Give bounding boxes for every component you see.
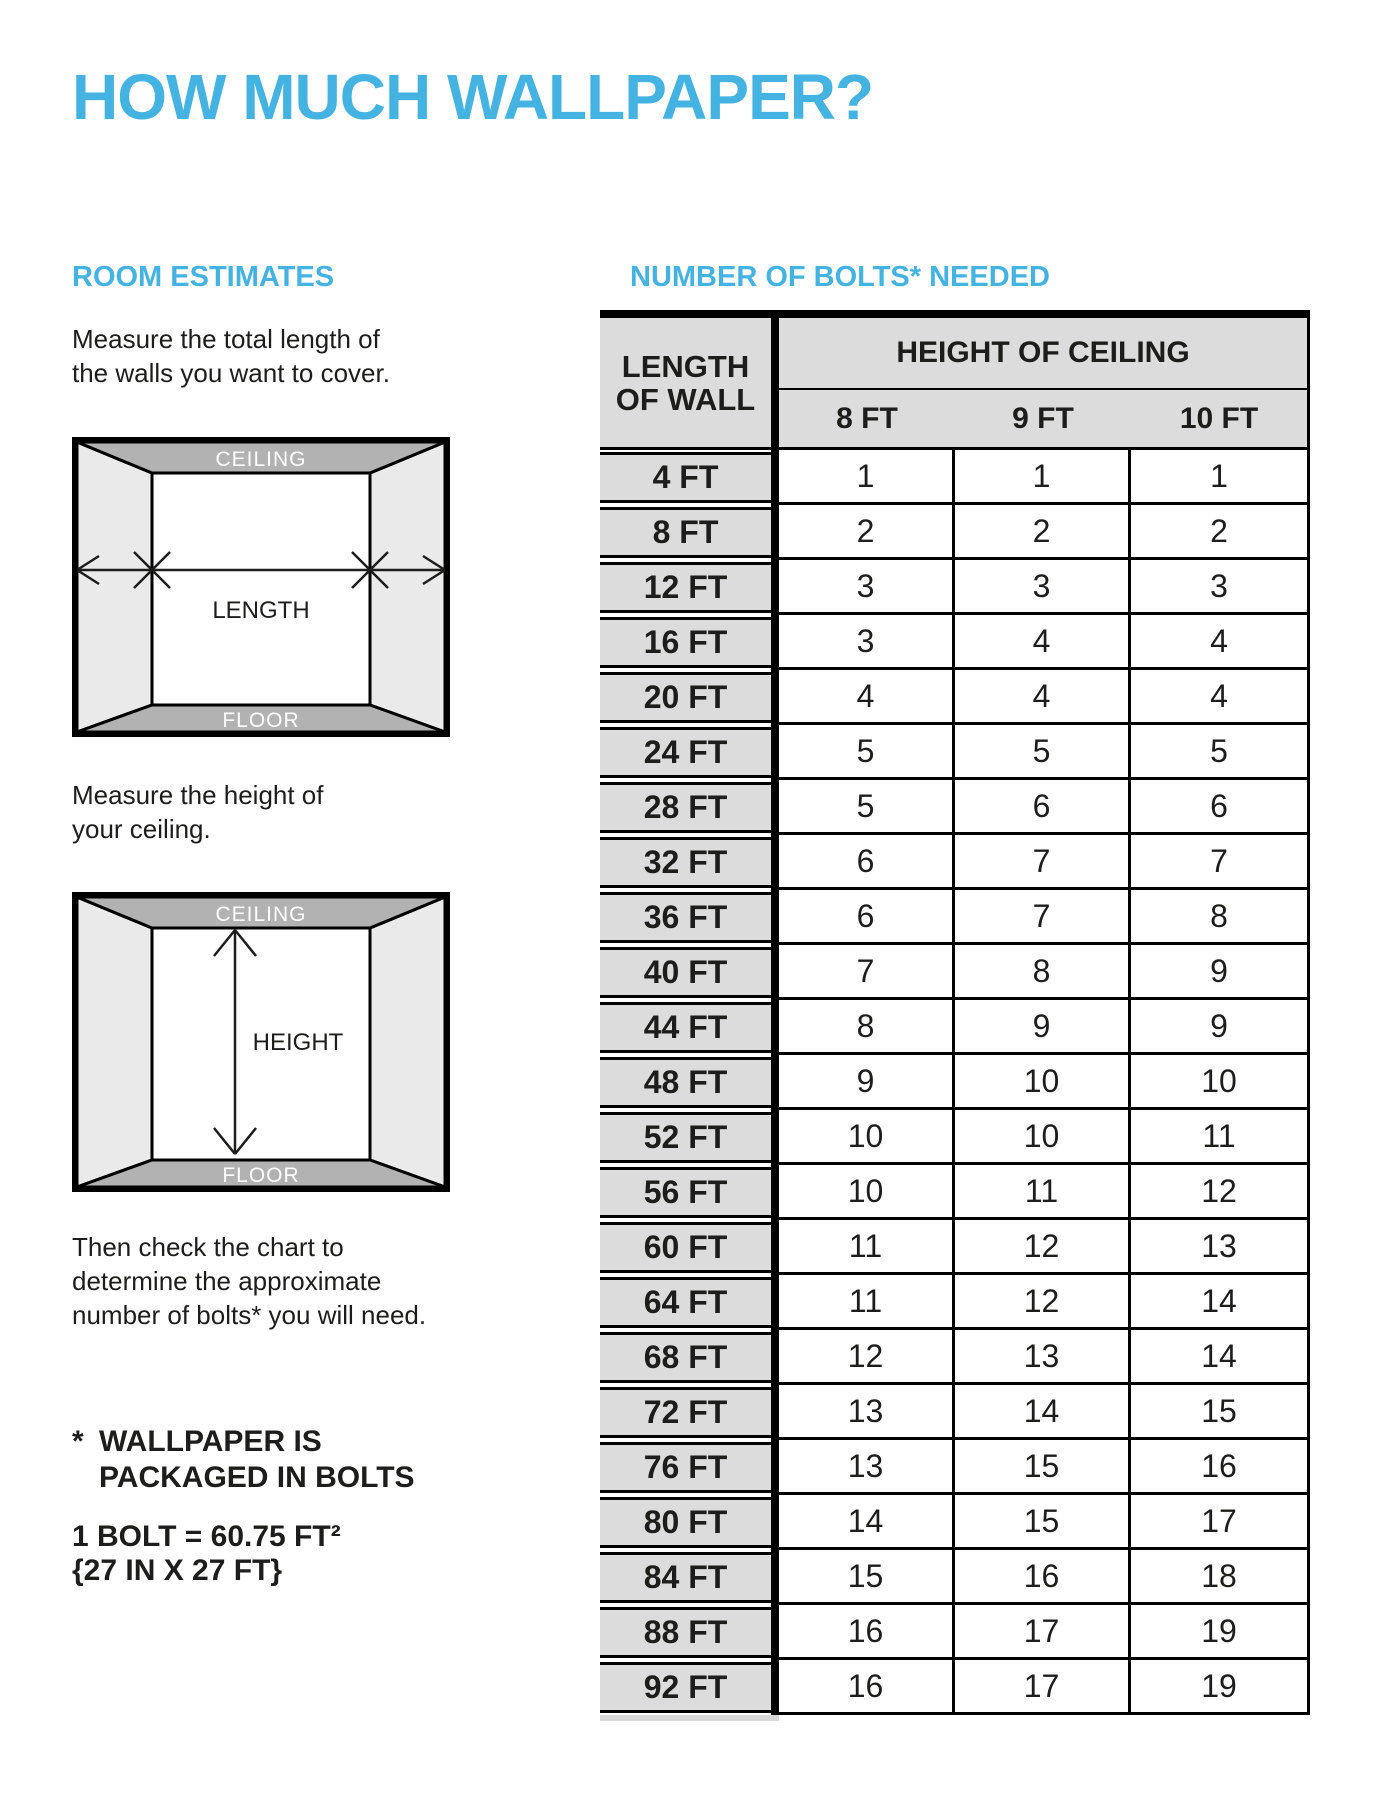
column-divider (771, 318, 779, 450)
bolts-cell: 10 (779, 1165, 955, 1220)
ceiling-label: CEILING (215, 448, 307, 471)
wall-length-cell: 88 FT (600, 1607, 771, 1658)
wall-length-cell: 36 FT (600, 892, 771, 943)
height-label: HEIGHT (252, 1029, 344, 1056)
floor-label: FLOOR (222, 1164, 300, 1187)
bolts-cell: 3 (1131, 560, 1307, 615)
bolts-cell: 13 (955, 1330, 1131, 1385)
bolts-cell: 16 (1131, 1440, 1307, 1495)
bolts-cell: 2 (955, 505, 1131, 560)
wall-length-cell: 48 FT (600, 1057, 771, 1108)
length-of-wall-line1: LENGTH (621, 348, 750, 384)
bolts-cell: 13 (779, 1440, 955, 1495)
ceiling-label: CEILING (215, 903, 307, 926)
bolts-cell: 10 (1131, 1055, 1307, 1110)
length-diagram (72, 437, 450, 737)
bolts-cell: 4 (1131, 615, 1307, 670)
table-top-border (600, 310, 1310, 318)
bolts-cell: 15 (955, 1440, 1131, 1495)
bolts-cell: 19 (1131, 1605, 1307, 1660)
bolts-cell: 16 (779, 1605, 955, 1660)
wall-length-cell: 68 FT (600, 1332, 771, 1383)
bolts-cell: 7 (955, 890, 1131, 945)
bolts-cell: 11 (779, 1220, 955, 1275)
bolts-cell: 5 (1131, 725, 1307, 780)
bolts-cell: 19 (1131, 1660, 1307, 1715)
wallpaper-footnote (72, 1424, 415, 1496)
bolts-cell: 12 (779, 1330, 955, 1385)
bolts-table-heading: NUMBER OF BOLTS* NEEDED (630, 261, 1050, 293)
left-wall (77, 897, 152, 1187)
bolts-cell: 13 (779, 1385, 955, 1440)
bolts-cell: 17 (955, 1660, 1131, 1715)
step3-line3: number of bolts* you will need. (72, 1300, 427, 1330)
height-of-ceiling-header: HEIGHT OF CEILING (779, 318, 1307, 390)
wall-length-cell: 72 FT (600, 1387, 771, 1438)
wall-length-cell: 56 FT (600, 1167, 771, 1218)
bolts-cell: 9 (1131, 1000, 1307, 1055)
wall-length-cell: 64 FT (600, 1277, 771, 1328)
bolt-equation (72, 1520, 341, 1588)
bolts-cell: 16 (955, 1550, 1131, 1605)
wall-length-cell: 8 FT (600, 507, 771, 558)
bolts-cell: 10 (955, 1110, 1131, 1165)
ceiling-10ft-header: 10 FT (1179, 401, 1259, 435)
bolts-cell: 16 (779, 1660, 955, 1715)
bolts-cell: 11 (955, 1165, 1131, 1220)
step1-text (72, 322, 390, 390)
bolts-cell: 5 (955, 725, 1131, 780)
bolt-equation-line1: 1 BOLT = 60.75 FT² (72, 1520, 341, 1553)
floor-label: FLOOR (222, 709, 300, 732)
wall-length-cell: 44 FT (600, 1002, 771, 1053)
length-of-wall-line2: OF WALL (615, 381, 756, 417)
bolts-cell: 11 (1131, 1110, 1307, 1165)
bolts-cell: 5 (779, 725, 955, 780)
bolts-cell: 18 (1131, 1550, 1307, 1605)
bolts-cell: 15 (1131, 1385, 1307, 1440)
wall-length-cell: 4 FT (600, 452, 771, 503)
bolts-cell: 3 (779, 615, 955, 670)
bolts-cell: 8 (1131, 890, 1307, 945)
step2-text (72, 778, 324, 846)
bolts-cell: 17 (1131, 1495, 1307, 1550)
length-of-wall-header (600, 318, 771, 450)
height-of-ceiling-section (779, 318, 1310, 450)
footnote-line1 (72, 1424, 415, 1460)
table-body (600, 450, 1310, 1715)
bolts-cell: 7 (955, 835, 1131, 890)
bolts-cell: 8 (779, 1000, 955, 1055)
bolts-cell: 4 (779, 670, 955, 725)
bolts-cell: 2 (1131, 505, 1307, 560)
right-wall (370, 442, 445, 732)
bolts-grid (779, 450, 1310, 1715)
wall-length-cell: 84 FT (600, 1552, 771, 1603)
bolts-table (600, 310, 1310, 1721)
wall-length-cell: 24 FT (600, 727, 771, 778)
wall-length-cell: 20 FT (600, 672, 771, 723)
footnote-line2 (72, 1460, 415, 1496)
table-header (600, 318, 1310, 450)
column-divider-body (771, 450, 779, 1715)
bolts-cell: 8 (955, 945, 1131, 1000)
bolts-cell: 4 (1131, 670, 1307, 725)
height-diagram (72, 892, 450, 1192)
bolts-cell: 7 (1131, 835, 1307, 890)
wall-length-cell: 76 FT (600, 1442, 771, 1493)
wall-length-column (600, 450, 771, 1715)
ceiling-8ft-header: 8 FT (836, 401, 898, 435)
ceiling-9ft-header: 9 FT (1012, 401, 1074, 435)
bolts-cell: 11 (779, 1275, 955, 1330)
bolts-cell: 17 (955, 1605, 1131, 1660)
page-title: HOW MUCH WALLPAPER? (72, 61, 874, 133)
bolts-cell: 13 (1131, 1220, 1307, 1275)
bolts-cell: 1 (779, 450, 955, 505)
back-wall (152, 473, 370, 705)
bolts-cell: 1 (1131, 450, 1307, 505)
step2-line1: Measure the height of (72, 780, 324, 810)
bolts-cell: 3 (779, 560, 955, 615)
step1-line2: the walls you want to cover. (72, 358, 390, 388)
bolts-cell: 4 (955, 615, 1131, 670)
length-label: LENGTH (212, 597, 310, 624)
bolts-cell: 9 (955, 1000, 1131, 1055)
wall-length-cell: 32 FT (600, 837, 771, 888)
bolts-cell: 9 (779, 1055, 955, 1110)
bolts-cell: 10 (955, 1055, 1131, 1110)
bolts-cell: 3 (955, 560, 1131, 615)
bolt-equation-line2: {27 IN X 27 FT} (72, 1554, 283, 1587)
bolts-cell: 7 (779, 945, 955, 1000)
bolts-cell: 15 (955, 1495, 1131, 1550)
bolts-cell: 12 (955, 1275, 1131, 1330)
bolts-cell: 4 (955, 670, 1131, 725)
bolts-cell: 2 (779, 505, 955, 560)
bolts-cell: 14 (955, 1385, 1131, 1440)
bolts-cell: 15 (779, 1550, 955, 1605)
wall-length-cell: 92 FT (600, 1662, 771, 1713)
bolts-cell: 12 (1131, 1165, 1307, 1220)
bolts-cell: 10 (779, 1110, 955, 1165)
bolts-cell: 1 (955, 450, 1131, 505)
bolts-cell: 12 (955, 1220, 1131, 1275)
step3-line2: determine the approximate (72, 1266, 382, 1296)
bolts-cell: 9 (1131, 945, 1307, 1000)
wall-length-cell: 16 FT (600, 617, 771, 668)
bolts-cell: 6 (779, 835, 955, 890)
wall-length-cell: 28 FT (600, 782, 771, 833)
step1-line1: Measure the total length of (72, 324, 380, 354)
ceiling-height-subheaders (779, 390, 1307, 450)
bolts-cell: 14 (1131, 1330, 1307, 1385)
bolts-cell: 14 (779, 1495, 955, 1550)
footnote-line1-text: WALLPAPER IS (99, 1425, 322, 1458)
room-estimates-heading: ROOM ESTIMATES (72, 261, 335, 293)
wall-length-cell: 52 FT (600, 1112, 771, 1163)
bolts-cell: 5 (779, 780, 955, 835)
bolts-cell: 6 (1131, 780, 1307, 835)
asterisk: * (72, 1425, 84, 1458)
wall-length-cell: 40 FT (600, 947, 771, 998)
bolts-cell: 6 (955, 780, 1131, 835)
footnote-line2-text: PACKAGED IN BOLTS (99, 1461, 415, 1494)
bolts-cell: 14 (1131, 1275, 1307, 1330)
table-bottom-strip (600, 1715, 779, 1721)
bolts-cell: 6 (779, 890, 955, 945)
step3-text (72, 1230, 426, 1332)
wall-length-cell: 80 FT (600, 1497, 771, 1548)
wall-length-cell: 60 FT (600, 1222, 771, 1273)
right-wall (370, 897, 445, 1187)
step2-line2: your ceiling. (72, 814, 211, 844)
step3-line1: Then check the chart to (72, 1232, 344, 1262)
wall-length-cell: 12 FT (600, 562, 771, 613)
left-wall (77, 442, 152, 732)
